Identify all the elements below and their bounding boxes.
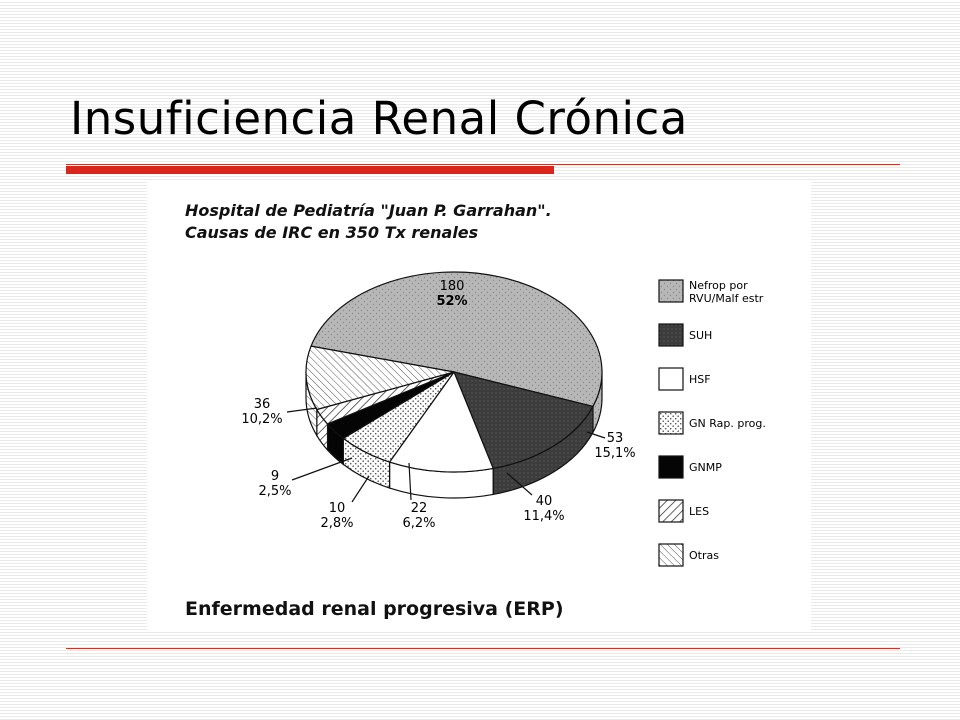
- legend-label-4: GNMP: [689, 461, 722, 474]
- legend-swatch-0: [659, 280, 683, 302]
- pie-percent-label-6: 10,2%: [241, 412, 283, 427]
- pie-percent-label-2: 11,4%: [523, 509, 565, 524]
- figure-title-line-2: Causas de IRC en 350 Tx renales: [185, 223, 479, 242]
- pie-value-label-1: 53: [606, 431, 624, 446]
- chart-legend: [659, 279, 766, 566]
- title-divider-thin: [66, 164, 900, 165]
- pie-percent-label-1: 15,1%: [594, 446, 636, 461]
- pie-percent-label-3: 6,2%: [402, 516, 436, 531]
- legend-label-1: SUH: [689, 329, 713, 342]
- title-divider-accent: [66, 166, 554, 174]
- legend-label-2: HSF: [689, 373, 711, 386]
- legend-label-0: Nefrop por: [689, 279, 748, 292]
- pie-value-label-0: 180: [439, 279, 465, 294]
- legend-swatch-2: [659, 368, 683, 390]
- pie-chart-figure: [147, 180, 811, 632]
- pie-value-label-4: 10: [328, 501, 346, 516]
- pie-label-leader-5: [292, 458, 352, 480]
- pie-percent-label-5: 2,5%: [258, 484, 292, 499]
- legend-swatch-6: [659, 544, 683, 566]
- bottom-divider: [66, 648, 900, 649]
- pie-value-label-6: 36: [253, 397, 271, 412]
- legend-swatch-5: [659, 500, 683, 522]
- legend-swatch-1: [659, 324, 683, 346]
- pie-value-label-2: 40: [535, 494, 553, 509]
- pie-chart: [147, 180, 811, 632]
- legend-label-3: GN Rap. prog.: [689, 417, 766, 430]
- figure-title-line-1: Hospital de Pediatría "Juan P. Garrahan".: [185, 201, 552, 220]
- legend-label-0: RVU/Malf estr: [689, 292, 764, 305]
- figure-footer: Enfermedad renal progresiva (ERP): [185, 598, 564, 620]
- legend-label-5: LES: [689, 505, 710, 518]
- pie-percent-label-0: 52%: [436, 294, 468, 309]
- legend-swatch-3: [659, 412, 683, 434]
- pie-label-leader-4: [352, 476, 369, 502]
- pie-value-label-5: 9: [270, 469, 280, 484]
- pie-value-label-3: 22: [410, 501, 428, 516]
- slide-title: Insuficiencia Renal Crónica: [70, 92, 688, 145]
- legend-swatch-4: [659, 456, 683, 478]
- pie-percent-label-4: 2,8%: [320, 516, 354, 531]
- legend-label-6: Otras: [689, 549, 719, 562]
